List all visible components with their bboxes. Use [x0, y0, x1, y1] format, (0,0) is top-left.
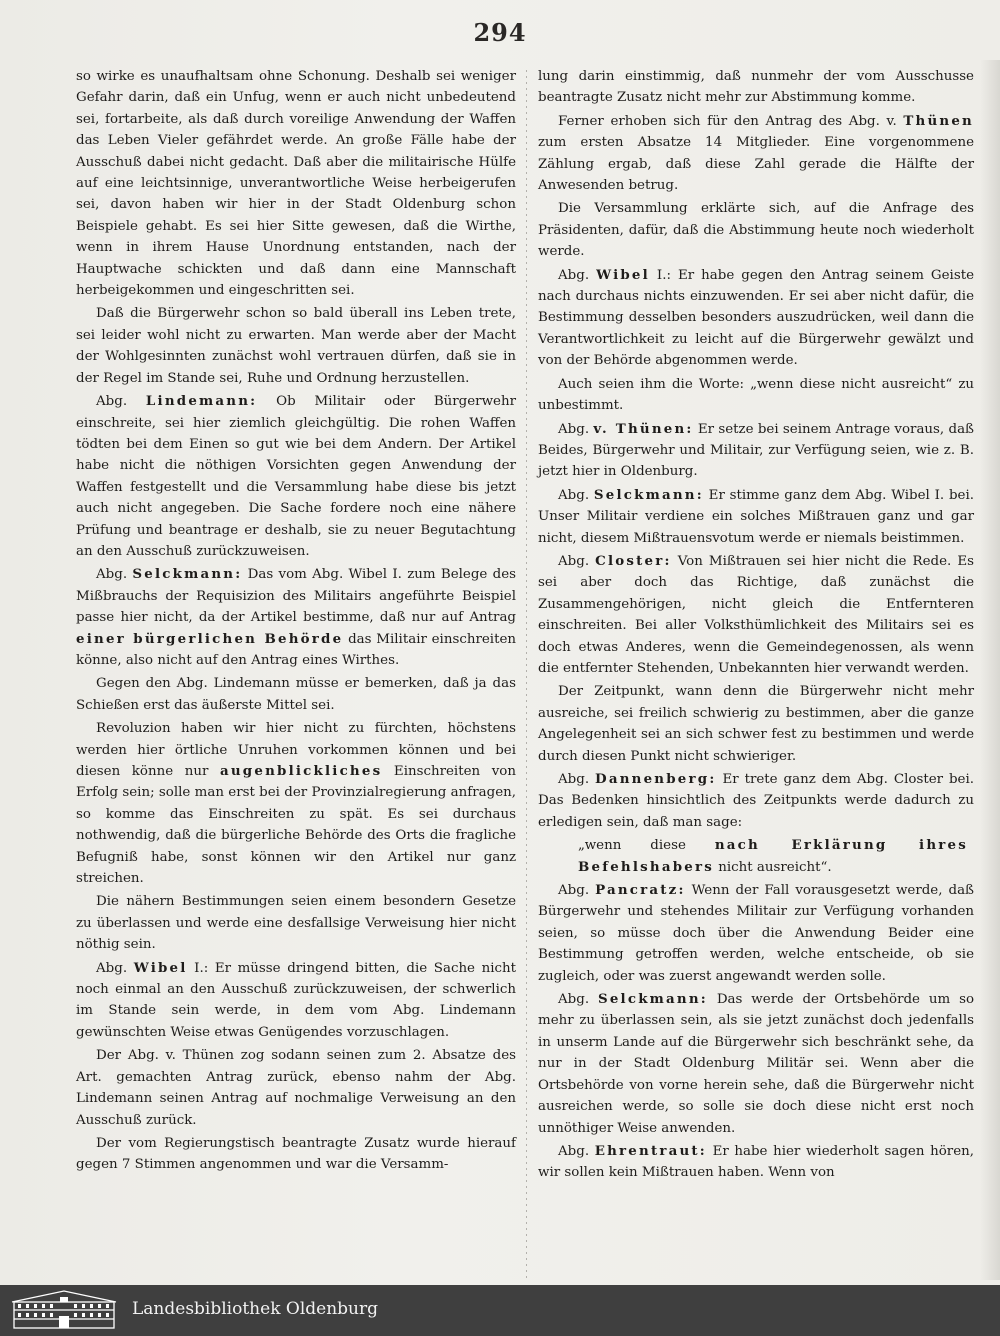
- emphasized-name: Selckmann:: [132, 566, 243, 583]
- text-run: I.: Er müsse dringend bitten, die Sache nicht noch einmal an den Ausschuß zurückzuweisen, der schwerlich im Stande sein werde, in dem vom Abg. Lindemann gewünschten Weise etwas Genügendes vorzuschlagen.: [76, 960, 517, 1040]
- text-run: Abg.: [558, 992, 598, 1008]
- text-run: Der vom Regierungstisch beantragte Zusatz wurde hierauf gegen 7 Stimmen angenommen und war die Versamm-: [76, 1135, 516, 1173]
- text-run: Er habe hier wiederholt sagen hören, wir sollen kein Mißtrauen haben. Wenn von: [538, 1143, 974, 1181]
- page-number: 294: [473, 18, 527, 47]
- column-divider: [526, 70, 527, 1280]
- paragraph: [538, 769, 974, 833]
- next-page-bleed: [980, 60, 1000, 1280]
- emphasized-name: Lindemann:: [145, 393, 258, 410]
- text-run: Wenn der Fall vorausgesetzt werde, daß Bürgerwehr und stehendes Militair zur Verfügung vorhanden seien, so müsse doch über die Anwendung Beider eine Bestimmung getroffen werden, welche entscheide, ob sie zugleich, oder was zuerst angewandt werden solle.: [538, 883, 974, 984]
- text-run: Abg.: [96, 567, 133, 583]
- text-run: Die nähern Bestimmungen seien einem besondern Gesetze zu überlassen und werde eine desfallsige Verweisung hier nicht nöthig sein.: [76, 894, 516, 953]
- text-run: Abg.: [558, 772, 596, 787]
- text-run: nicht ausreicht“.: [713, 859, 832, 875]
- text-run: Der Zeitpunkt, wann denn die Bürgerwehr nicht mehr ausreiche, sei freilich schwierig zu bestimmen, aber die ganze Angelegenheit sei an sich schwer fest zu bestimmen und werde durch diesen Punkt nicht schwieriger.: [538, 684, 974, 764]
- text-run: Ob Militair oder Bürgerwehr einschreite, sei hier ziemlich gleichgültig. Die rohen Waffen tödten bei dem Einen so gut wie bei dem Andern. Der Artikel habe nicht die nöthigen Vorsichten gegen Anwendung der Waffen festgestellt und die Versammlung habe diese bis jetzt auch nicht angegeben. Die Sache fordere noch eine nähere Prüfung und beantrage er deshalb, sie zu neuer Begutachtung an den Ausschuß zurückzuweisen.: [76, 394, 516, 559]
- paragraph: [538, 835, 974, 878]
- paragraph: [538, 374, 974, 417]
- text-run: I.: Er habe gegen den Antrag seinem Geiste nach durchaus nichts einzuwenden. Er sei aber nicht dafür, die Bestimmung desselben besonders auszudrücken, weil dann die Verantwortlichkeit zu leicht auf die Bürgerwehr gewälzt und von der Behörde abgenommen werde.: [538, 267, 975, 369]
- text-run: Das vom Abg. Wibel I. zum Belege des Mißbrauchs der Requisizion des Militairs angeführte Beispiel passe hier nicht, da der Artikel bestimme, daß nur auf Antrag: [76, 567, 517, 626]
- paragraph: [538, 880, 974, 987]
- text-run: Revoluzion haben wir hier nicht zu fürchten, höchstens werden hier örtliche Unruhen vorkommen können und bei diesen könne nur: [76, 721, 516, 779]
- text-run: Abg.: [558, 487, 594, 503]
- paragraph: [76, 564, 516, 671]
- emphasized-name: Selckmann:: [597, 991, 708, 1008]
- paragraph: [538, 66, 974, 109]
- text-run: so wirke es unaufhaltsam ohne Schonung. Deshalb sei weniger Gefahr darin, daß ein Unfug, wenn er auch nicht unbedeutend sei, fortarbeite, als daß durch voreilige Anwendung der Waffen das Leben Vieler gefährdet werde. An große Fälle habe der Ausschuß dabei nicht gedacht. Daß aber die militairische Hülfe auf eine leichtsinnige, unverantwortliche Weise herbeigerufen sei, davon haben wir hier in der Stadt Oldenburg schon Beispiele gehabt. Es sei hier Sitte gewesen, daß die Wirthe, wenn in ihrem Hause Unordnung entstanden, nach der Hauptwache schickten und daß dann eine Mannschaft herbeigekommen und eingeschritten sei.: [76, 69, 516, 299]
- paragraph: [538, 551, 974, 679]
- text-run: Er stimme ganz dem Abg. Wibel I. bei. Unser Militair verdiene ein solches Mißtrauen ganz und gar nicht, diesem Mißtrauensvotum werde er niemals beistimmen.: [538, 487, 975, 546]
- text-run: Gegen den Abg. Lindemann müsse er bemerken, daß ja das Schießen erst das äußerste Mittel sei.: [76, 676, 516, 713]
- emphasized-name: Closter:: [595, 552, 672, 569]
- text-run: Er trete ganz dem Abg. Closter bei. Das Bedenken hinsichtlich des Zeitpunkts werde dadurch zu erledigen sein, daß man sage:: [538, 772, 975, 830]
- text-run: Abg.: [558, 553, 596, 569]
- text-run: Die Versammlung erklärte sich, auf die Anfrage des Präsidenten, dafür, daß die Abstimmung heute noch wiederholt werde.: [538, 201, 974, 260]
- text-run: Der Abg. v. Thünen zog sodann seinen zum 2. Absatze des Art. gemachten Antrag zurück, ebenso nahm der Abg. Lindemann seinen Antrag auf nochmalige Verweisung an den Ausschuß zurück.: [76, 1048, 516, 1128]
- emphasized-name: Pancratz:: [595, 882, 686, 899]
- left-column: [76, 66, 516, 1178]
- text-run: lung darin einstimmig, daß nunmehr der vom Ausschusse beantragte Zusatz nicht mehr zur Abstimmung komme.: [538, 69, 974, 106]
- footer-bar: [0, 1285, 1000, 1336]
- footer-label: Landesbibliothek Oldenburg: [132, 1299, 379, 1319]
- text-run: Abg.: [558, 421, 594, 437]
- text-run: zum ersten Absatze 14 Mitglieder. Eine vorgenommene Zählung ergab, daß diese Zahl gerade die Hälfte der Anwesenden betrug.: [538, 135, 974, 194]
- library-building-icon: [8, 1288, 120, 1332]
- paragraph: [538, 419, 974, 483]
- paragraph: [538, 198, 974, 262]
- paragraph: [76, 1133, 516, 1176]
- paragraph: [538, 111, 974, 197]
- emphasized-name: v. Thünen:: [593, 420, 694, 437]
- paragraph: [76, 391, 516, 562]
- paragraph: [538, 265, 974, 372]
- emphasized-name: Wibel: [596, 266, 650, 283]
- emphasized-name: Dannenberg:: [595, 771, 717, 787]
- emphasized-name: augenblickliches: [220, 763, 383, 779]
- paragraph: [538, 681, 974, 767]
- paragraph: [538, 989, 974, 1139]
- emphasized-name: Ehrentraut:: [594, 1142, 707, 1159]
- text-run: Abg.: [96, 394, 146, 410]
- text-run: Abg.: [96, 960, 134, 976]
- text-run: Abg.: [558, 883, 596, 899]
- text-run: Abg.: [558, 1143, 595, 1159]
- text-run: Einschreiten von Erfolg sein; solle man erst bei der Provinzialregierung anfragen, so komme das Einschreiten zu spät. Es sei durchaus nothwendig, daß die bürgerliche Behörde des Orts die fragliche Befugniß habe, sonst können wir den Artikel nur ganz streichen.: [76, 764, 516, 887]
- paragraph: [76, 673, 516, 716]
- text-run: Das werde der Ortsbehörde um so mehr zu überlassen sein, als sie jetzt zunächst doch jedenfalls in unserm Lande auf die Bürgerwehr sich beschränkt sehe, da nur in der Stadt Oldenburg Militär sei. Wenn aber die Ortsbehörde von vorne herein sehe, daß die Bürgerwehr nicht ausreichen werde, so solle sie doch diese nicht erst noch unnöthiger Weise anwenden.: [538, 992, 975, 1136]
- emphasized-name: Thünen: [903, 112, 974, 129]
- paragraph: [76, 718, 516, 889]
- text-run: Ferner erhoben sich für den Antrag des Abg. v.: [558, 113, 904, 129]
- paragraph: [76, 303, 516, 389]
- emphasized-name: Selckmann:: [593, 486, 704, 503]
- paragraph: [76, 66, 516, 301]
- text-run: das Militair einschreiten könne, also nicht auf den Antrag eines Wirthes.: [76, 631, 516, 668]
- paragraph: [538, 1141, 974, 1184]
- paragraph: [76, 958, 516, 1044]
- paragraph: [538, 485, 974, 549]
- emphasized-name: einer bürgerlichen Behörde: [76, 630, 344, 647]
- paragraph: [76, 891, 516, 955]
- text-run: Auch seien ihm die Worte: „wenn diese nicht ausreicht“ zu unbestimmt.: [538, 376, 974, 414]
- text-run: Abg.: [558, 267, 597, 283]
- emphasized-name: Wibel: [133, 959, 188, 976]
- text-run: „wenn diese: [578, 838, 715, 854]
- emphasized-name: nach Erklärung ihres Befehlshabers: [578, 837, 968, 875]
- text-run: Daß die Bürgerwehr schon so bald überall ins Leben trete, sei leider wohl nicht zu erwarten. Man werde aber der Macht der Wohlgesinnten zunächst wohl vertrauen dürfen, daß sie in der Regel im Stande sei, Ruhe und Ordnung herzustellen.: [76, 306, 516, 386]
- right-column: [538, 66, 974, 1186]
- paragraph: [76, 1045, 516, 1131]
- text-run: Von Mißtrauen sei hier nicht die Rede. Es sei aber doch das Richtige, daß zunächst die Zusammengehörigen, nicht gleich die Entfernteren einschreiten. Bei aller Volksthümlichkeit des Militairs sei es doch etwas Anderes, wenn die Gemeindegenossen, als wenn die entfernter Stehenden, Unbekannten hier verwandt werden.: [538, 553, 974, 676]
- text-run: Er setze bei seinem Antrage voraus, daß Beides, Bürgerwehr und Militair, zur Verfügung seien, wie z. B. jetzt hier in Oldenburg.: [538, 421, 974, 480]
